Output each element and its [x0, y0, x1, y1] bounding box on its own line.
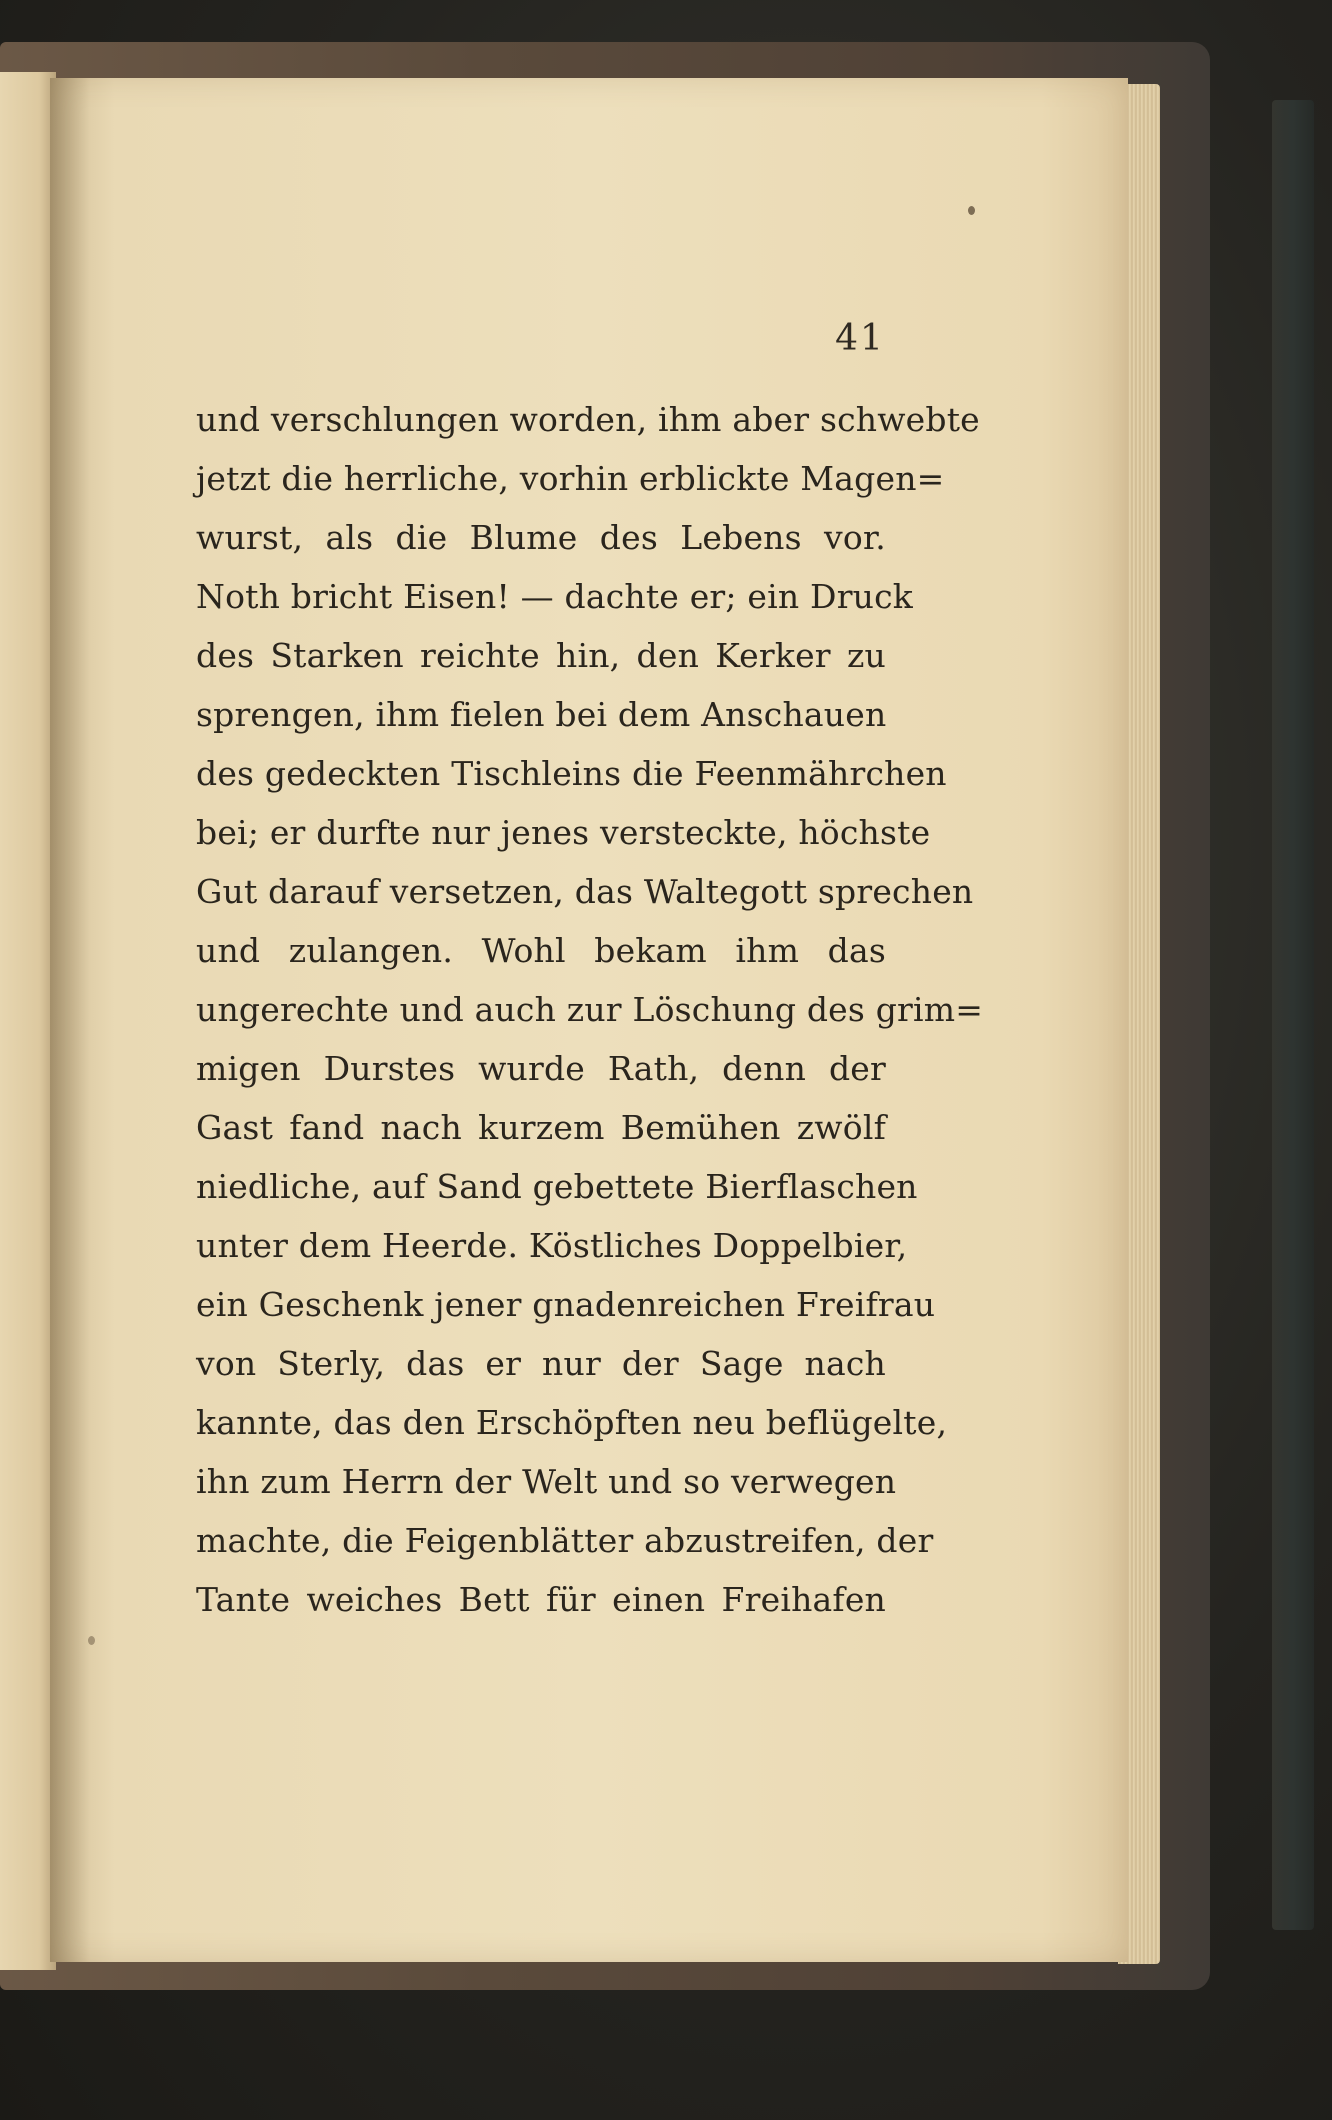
text-line: Tante weiches Bett für einen Freihafen [196, 1580, 886, 1619]
gutter-shadow [50, 78, 90, 1962]
text-line: des Starken reichte hin, den Kerker zu [196, 636, 886, 675]
text-line: und verschlungen worden, ihm aber schwebte [196, 400, 980, 439]
body-text [196, 390, 984, 1629]
text-line: migen Durstes wurde Rath, denn der [196, 1049, 886, 1088]
text-line: des gedeckten Tischleins die Feenmährchen [196, 754, 947, 793]
text-line: von Sterly, das er nur der Sage nach [196, 1344, 886, 1383]
text-line: Noth bricht Eisen! — dachte er; ein Druck [196, 577, 914, 616]
text-line: jetzt die herrliche, vorhin erblickte Magen= [196, 459, 945, 498]
text-line: machte, die Feigenblätter abzustreifen, der [196, 1521, 934, 1560]
text-line: kannte, das den Erschöpften neu beflügelte, [196, 1403, 948, 1442]
text-line: niedliche, auf Sand gebettete Bierflaschen [196, 1167, 918, 1206]
text-line: sprengen, ihm fielen bei dem Anschauen [196, 695, 887, 734]
text-line: Gast fand nach kurzem Bemühen zwölf [196, 1108, 886, 1147]
cover-edge [1272, 100, 1314, 1930]
text-line: ihn zum Herrn der Welt und so verwegen [196, 1462, 897, 1501]
page-number: 41 [835, 318, 885, 359]
text-line: unter dem Heerde. Köstliches Doppelbier, [196, 1226, 908, 1265]
text-line: und zulangen. Wohl bekam ihm das [196, 931, 886, 970]
text-line: wurst, als die Blume des Lebens vor. [196, 518, 886, 557]
text-line: Gut darauf versetzen, das Waltegott sprechen [196, 872, 974, 911]
text-line: ein Geschenk jener gnadenreichen Freifrau [196, 1285, 936, 1324]
facing-page [0, 72, 56, 1970]
ink-speck [968, 206, 975, 215]
text-line: bei; er durfte nur jenes versteckte, höchste [196, 813, 931, 852]
text-line: ungerechte und auch zur Löschung des grim= [196, 990, 984, 1029]
ink-speck [88, 1636, 95, 1645]
